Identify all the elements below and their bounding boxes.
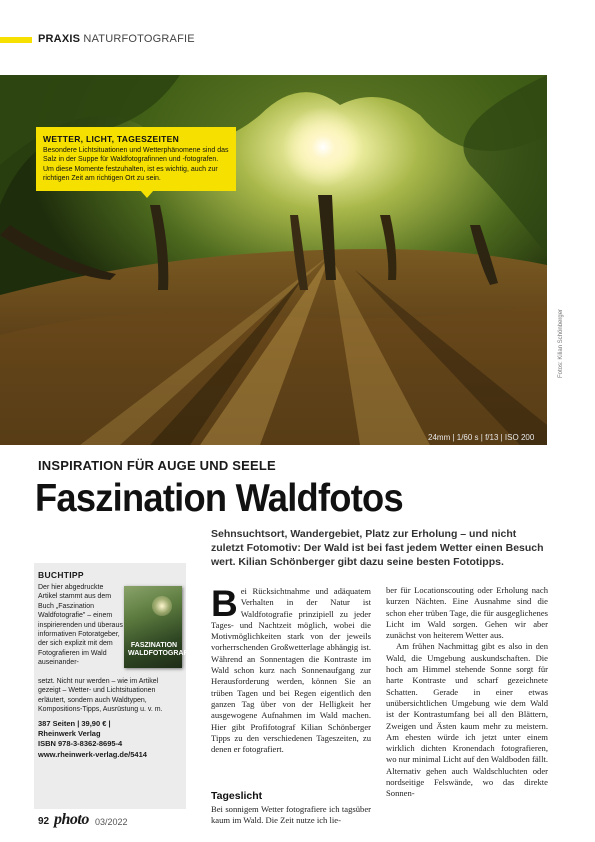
book-tip-text-continued: setzt. Nicht nur werden – wie im Artikel gezeigt – Wetter- und Lichtsituationen erläutert, sondern auch Waldtypen, Kompositions-Tipps, Ausrüstung u. v. m. xyxy=(38,678,163,714)
photo-credit: Fotos: Kilian Schönberger xyxy=(558,308,564,378)
book-isbn: ISBN 978-3-8362-8695-4 xyxy=(38,739,123,749)
column-2-paragraph-1: ber für Locationscouting oder Erholung nach kurzen Nächten. Eine Ausnahme sind die schon eher trüben Tage, die für ausgeglichenes Licht im Wald sorgen. Gehen wir aber zunächst von heiterem Wetter aus. xyxy=(386,585,548,641)
section-header xyxy=(38,33,195,45)
book-publisher: Rheinwerk Verlag xyxy=(38,729,101,739)
column-2-paragraph-2: Am frühen Nachmittag gibt es also in den Wald, die Umgebung auskundschaften. Die hoch am Himmel stehende Sonne sorgt für harte Kontraste und scharf gezeichnete Schatten. Gerade in einer etwas unübersichtlichen Umgebung wie dem Wald ist der Kontrastumfang bei all den Blättern, Zweigen und Ästen kaum mehr zu meistern. Am ehesten würde ich jetzt unter einem wirklich dichten Kronendach fotografieren, wo nur minimal Licht auf den Waldboden fällt. Alternativ gehen auch Waldschluchten oder nordseitige Felswände, wo das direkte Sonnen- xyxy=(386,641,548,799)
article-title: Faszination Waldfotos xyxy=(35,477,403,520)
callout-pointer xyxy=(140,190,154,198)
exif-caption: 24mm | 1/60 s | f/13 | ISO 200 xyxy=(428,433,535,442)
magazine-logo: photo xyxy=(54,811,89,828)
book-facts xyxy=(38,719,183,760)
article-lead: Sehnsuchtsort, Wandergebiet, Platz zur Erholung – und nicht zuletzt Fotomotiv: Der Wald ist bei fast jedem Wetter einen Besuch wert. Kilian Schönberger gibt dazu seine besten Fototipps. xyxy=(211,528,544,568)
article-column-1-continued: Bei sonnigem Wetter fotografiere ich tagsüber kaum im Wald. Die Zeit nutze ich lie- xyxy=(211,804,371,826)
book-tip-text: Der hier abgedruckte Artikel stammt aus dem Buch „Faszination Waldfotografie" – einem inspirierenden und überaus informativen Fotoratgeber, der sich explizit mit dem Fotografieren im Wald auseinander- xyxy=(38,584,123,667)
info-callout xyxy=(36,127,236,191)
article-column-1 xyxy=(211,583,371,755)
subsection-label: NATURFOTOGRAFIE xyxy=(83,33,195,45)
book-tip-heading: BUCHTIPP xyxy=(38,570,84,580)
book-pages-price: 387 Seiten | 39,90 € | xyxy=(38,719,111,728)
book-cover-image xyxy=(124,586,195,668)
book-cover-title: FASZINATION WALDFOTOGRAFIE xyxy=(128,642,195,657)
article-column-2 xyxy=(386,585,548,800)
section-label: PRAXIS xyxy=(38,33,81,45)
issue-label: 03/2022 xyxy=(95,817,128,827)
header-accent-bar xyxy=(0,37,32,43)
book-link[interactable]: www.rheinwerk-verlag.de/5414 xyxy=(38,749,147,759)
subheading-tageslicht: Tageslicht xyxy=(211,790,263,802)
callout-text: Besondere Lichtsituationen und Wetterphänomene sind das Salz in der Suppe für Waldfotografinnen und -fotografen. Um diese Momente festzuhalten, ist es wichtig, auch zur richtigen Zeit am richtigen Ort zu sein. xyxy=(43,147,229,182)
article-kicker: INSPIRATION FÜR AUGE UND SEELE xyxy=(38,458,276,473)
page-number: 92 xyxy=(38,816,50,827)
column-1-text: ei Rücksichtnahme und adäquatem Verhalten in der Natur ist Waldfotografie prinzipiell zu jeder Tages- und Nachtzeit möglich, wobei die Motivmöglichkeiten stark von der jeweils vorherrschenden Großwetterlage abhängig ist. Während an Sonnentagen die Kontraste im Wald schon kurz nach Sonnenaufgang zur Herausforderung werden, können Sie an trüben Tagen und bei Regen eigentlich den ganzen Tag über von der Helligkeit her ausgewogene Aufnahmen im Wald machen. Hier gibt Profifotograf Kilian Schönberger Tipps zu den verschiedenen Tageszeiten, zu denen er fotografiert. xyxy=(211,586,371,755)
drop-cap: B xyxy=(211,583,238,624)
callout-title: WETTER, LICHT, TAGESZEITEN xyxy=(43,134,180,144)
